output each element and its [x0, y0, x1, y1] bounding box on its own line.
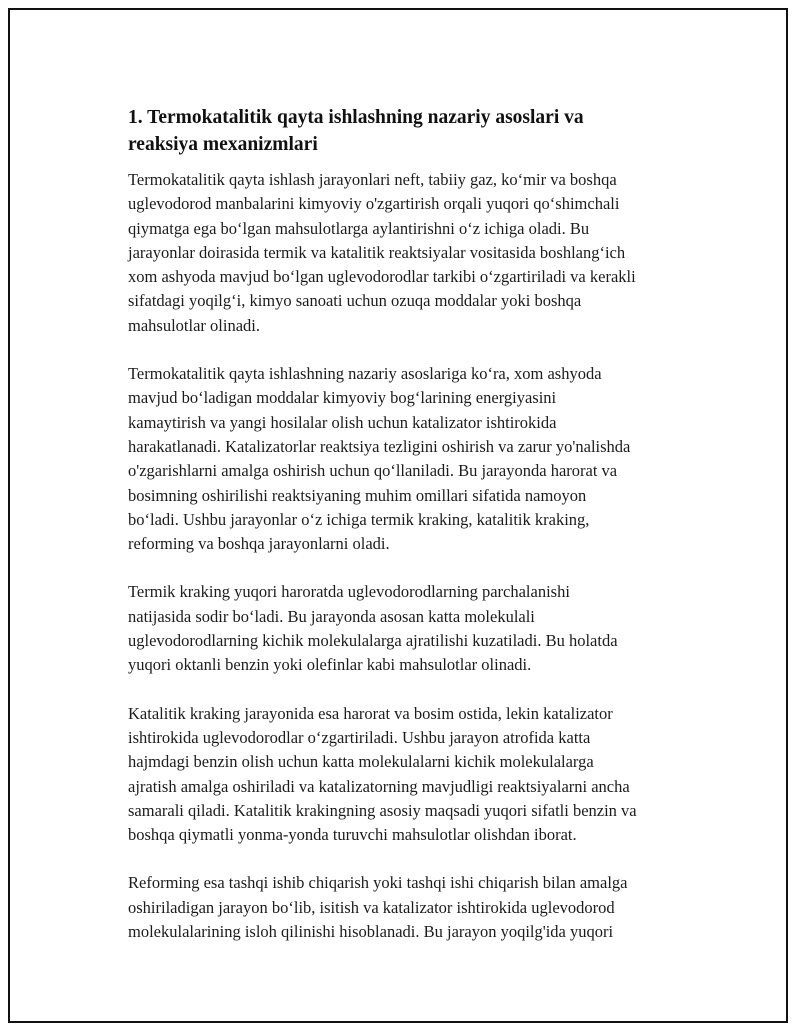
text-line: ishtirokida uglevodorodlar oʻzgartiriladi. Ushbu jarayon atrofida katta [128, 727, 591, 747]
text-line: kamaytirish va yangi hosilalar olish uchun katalizator ishtirokida [128, 412, 557, 432]
text-line: boshqa qiymatli yonma-yonda turuvchi mahsulotlar olishdan iborat. [128, 825, 577, 845]
text-line: Termik kraking yuqori haroratda uglevodorodlarning parchalanishi [128, 582, 570, 602]
text-line: mahsulotlar olinadi. [128, 315, 260, 335]
text-line: oshiriladigan jarayon boʻlib, isitish va katalizator ishtirokida uglevodorod [128, 897, 615, 917]
text-line: boʻladi. Ushbu jarayonlar oʻz ichiga termik kraking, katalitik kraking, [128, 509, 590, 529]
text-line: Termokatalitik qayta ishlash jarayonlari neft, tabiiy gaz, koʻmir va boshqa [128, 170, 617, 189]
paragraph-catalytic-cracking [128, 702, 698, 848]
section-heading-line: reaksiya mexanizmlari [128, 134, 318, 155]
text-line: uglevodorod manbalarini kimyoviy o'zgartirish orqali yuqori qoʻshimchali [128, 194, 620, 214]
text-line: harakatlanadi. Katalizatorlar reaktsiya tezligini oshirish va zarur yo'nalishda [128, 436, 631, 456]
text-line: o'zgarishlarni amalga oshirish uchun qoʻllaniladi. Bu jarayonda harorat va [128, 461, 618, 481]
paragraph-theory [128, 362, 698, 556]
text-line: ajratish amalga oshiriladi va katalizatorning mavjudligi reaktsiyalarni ancha [128, 776, 630, 796]
text-line: xom ashyoda mavjud boʻlgan uglevodorodlar tarkibi oʻzgartiriladi va kerakli [128, 267, 636, 287]
text-line: uglevodorodlarning kichik molekulalarga ajratilishi kuzatiladi. Bu holatda [128, 631, 618, 651]
text-line: qiymatga ega boʻlgan mahsulotlarga aylantirishni oʻz ichiga oladi. Bu [128, 218, 590, 238]
text-line: reforming va boshqa jarayonlarni oladi. [128, 534, 390, 554]
text-line: mavjud boʻladigan moddalar kimyoviy bogʻlarining energiyasini [128, 388, 557, 408]
text-line: Termokatalitik qayta ishlashning nazariy asoslariga koʻra, xom ashyoda [128, 364, 602, 384]
text-line: jarayonlar doirasida termik va katalitik reaktsiyalar vositasida boshlangʻich [128, 242, 626, 262]
text-line: hajmdagi benzin olish uchun katta molekulalarni kichik molekulalarga [128, 752, 594, 772]
text-line: samarali qiladi. Katalitik krakingning asosiy maqsadi yuqori sifatli benzin va [128, 800, 637, 820]
section-heading-line: 1. Termokatalitik qayta ishlashning nazariy asoslari va [128, 107, 584, 128]
section-heading [128, 104, 698, 158]
text-line: sifatdagi yoqilgʻi, kimyo sanoati uchun ozuqa moddalar yoki boshqa [128, 291, 582, 311]
page-frame [8, 8, 788, 1023]
text-line: molekulalarining isloh qilinishi hisoblanadi. Bu jarayon yoqilg'ida yuqori [128, 922, 614, 942]
text-line: yuqori oktanli benzin yoki olefinlar kabi mahsulotlar olinadi. [128, 655, 532, 675]
text-line: Katalitik kraking jarayonida esa harorat va bosim ostida, lekin katalizator [128, 703, 613, 723]
paragraph-reforming [128, 871, 698, 944]
paragraph-intro [128, 168, 698, 338]
text-line: natijasida sodir boʻladi. Bu jarayonda asosan katta molekulali [128, 606, 535, 626]
text-line: Reforming esa tashqi ishib chiqarish yoki tashqi ishi chiqarish bilan amalga [128, 873, 628, 893]
paragraph-thermal-cracking [128, 580, 698, 677]
text-line: bosimning oshirilishi reaktsiyaning muhim omillari sifatida namoyon [128, 485, 587, 505]
document-body [128, 104, 698, 968]
